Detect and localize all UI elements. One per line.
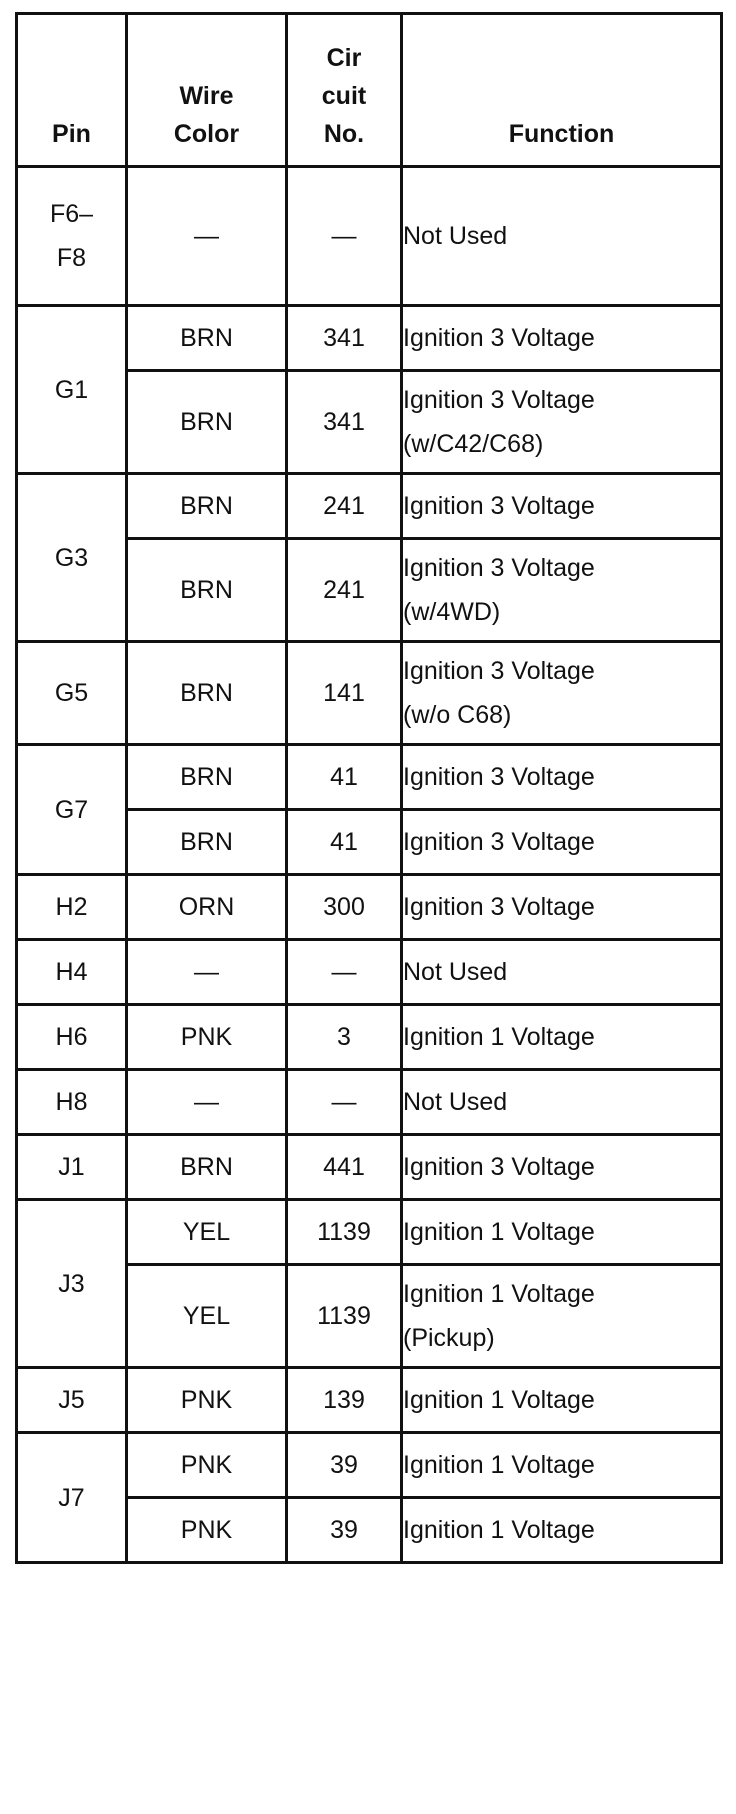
circuit-cell: 441 (287, 1135, 402, 1200)
function-cell: Ignition 1 Voltage (402, 1005, 722, 1070)
wire-color-cell: PNK (127, 1498, 287, 1563)
circuit-cell: 241 (287, 539, 402, 642)
pin-cell: J3 (17, 1200, 127, 1368)
table-row (17, 1135, 722, 1200)
table-row (17, 745, 722, 810)
wire-color-cell: BRN (127, 474, 287, 539)
function-cell: Ignition 1 Voltage (402, 1200, 722, 1265)
circuit-cell: 3 (287, 1005, 402, 1070)
wire-color-cell: — (127, 1070, 287, 1135)
wire-color-cell: BRN (127, 371, 287, 474)
function-cell: Ignition 3 Voltage (w/4WD) (402, 539, 722, 642)
wire-color-cell: PNK (127, 1368, 287, 1433)
circuit-cell: 141 (287, 642, 402, 745)
circuit-cell: 41 (287, 745, 402, 810)
header-function: Function (402, 14, 722, 167)
function-cell: Ignition 1 Voltage (402, 1368, 722, 1433)
table-row (17, 1368, 722, 1433)
function-cell: Ignition 3 Voltage (402, 1135, 722, 1200)
circuit-cell: — (287, 940, 402, 1005)
function-cell: Ignition 3 Voltage (402, 306, 722, 371)
pin-cell: G1 (17, 306, 127, 474)
pin-cell: J1 (17, 1135, 127, 1200)
wire-color-cell: — (127, 167, 287, 306)
wire-color-cell: PNK (127, 1005, 287, 1070)
table-row (17, 1200, 722, 1265)
function-cell: Ignition 3 Voltage (w/o C68) (402, 642, 722, 745)
table-row (17, 474, 722, 539)
wire-color-cell: BRN (127, 810, 287, 875)
circuit-cell: 39 (287, 1433, 402, 1498)
wire-color-cell: BRN (127, 539, 287, 642)
header-pin: Pin (17, 14, 127, 167)
wire-color-cell: PNK (127, 1433, 287, 1498)
pin-cell: H8 (17, 1070, 127, 1135)
function-cell: Not Used (402, 940, 722, 1005)
table-row (17, 875, 722, 940)
function-cell: Not Used (402, 167, 722, 306)
pin-cell: H4 (17, 940, 127, 1005)
circuit-cell: 41 (287, 810, 402, 875)
function-cell: Ignition 3 Voltage (402, 745, 722, 810)
function-cell: Ignition 1 Voltage (402, 1433, 722, 1498)
function-cell: Ignition 1 Voltage (Pickup) (402, 1265, 722, 1368)
pin-cell: H6 (17, 1005, 127, 1070)
circuit-cell: 341 (287, 306, 402, 371)
table-row (17, 1070, 722, 1135)
pin-cell: H2 (17, 875, 127, 940)
table-row (17, 1005, 722, 1070)
connector-pinout-table (15, 12, 723, 1564)
wire-color-cell: YEL (127, 1200, 287, 1265)
wire-color-cell: BRN (127, 642, 287, 745)
table-row (17, 306, 722, 371)
table-row (17, 940, 722, 1005)
circuit-cell: 39 (287, 1498, 402, 1563)
circuit-cell: — (287, 167, 402, 306)
wire-color-cell: BRN (127, 745, 287, 810)
wire-color-cell: BRN (127, 1135, 287, 1200)
pin-cell: G3 (17, 474, 127, 642)
header-row (17, 14, 722, 167)
pin-cell: G5 (17, 642, 127, 745)
header-wire-color: Wire Color (127, 14, 287, 167)
table-row (17, 1433, 722, 1498)
wire-color-cell: — (127, 940, 287, 1005)
pin-cell: F6– F8 (17, 167, 127, 306)
circuit-cell: — (287, 1070, 402, 1135)
function-cell: Ignition 3 Voltage (402, 810, 722, 875)
function-cell: Not Used (402, 1070, 722, 1135)
pin-cell: J7 (17, 1433, 127, 1563)
circuit-cell: 1139 (287, 1200, 402, 1265)
circuit-cell: 300 (287, 875, 402, 940)
table-row (17, 167, 722, 306)
pin-cell: G7 (17, 745, 127, 875)
wire-color-cell: YEL (127, 1265, 287, 1368)
circuit-cell: 241 (287, 474, 402, 539)
function-cell: Ignition 3 Voltage (402, 875, 722, 940)
pin-cell: J5 (17, 1368, 127, 1433)
table-row (17, 642, 722, 745)
function-cell: Ignition 1 Voltage (402, 1498, 722, 1563)
circuit-cell: 1139 (287, 1265, 402, 1368)
function-cell: Ignition 3 Voltage (402, 474, 722, 539)
circuit-cell: 139 (287, 1368, 402, 1433)
function-cell: Ignition 3 Voltage (w/C42/C68) (402, 371, 722, 474)
wire-color-cell: ORN (127, 875, 287, 940)
wire-color-cell: BRN (127, 306, 287, 371)
header-circuit-no: Cir cuit No. (287, 14, 402, 167)
circuit-cell: 341 (287, 371, 402, 474)
